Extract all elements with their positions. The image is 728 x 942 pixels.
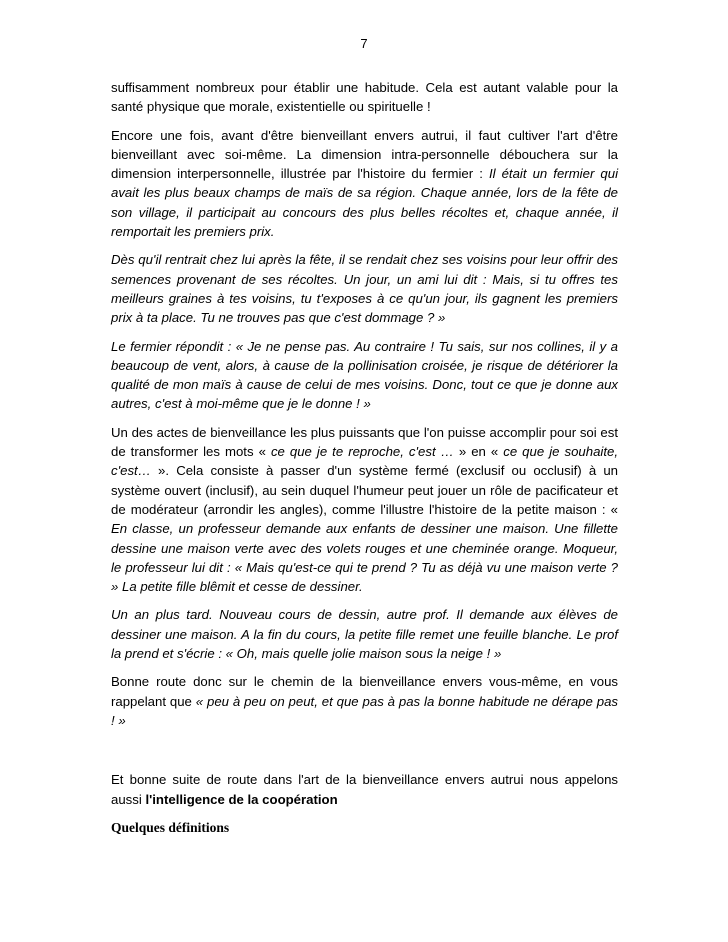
body-text: [111, 78, 618, 837]
paragraph-little-house-part2: » en «: [453, 444, 504, 460]
paragraph-farmer-seeds-text: Dès qu'il rentrait chez lui après la fête, il se rendait chez ses voisins pour leur offrir des semences provenant de ses récoltes. Un jour, un ami lui dit : Mais, si tu offres tes meilleurs graines à tes voisins, tu t'exposes à ce qu'un jour, ils gagnent les premiers prix à ta place. Tu ne trouves pas que c'est dommage ? »: [111, 252, 618, 326]
paragraph-farmer-intro: [111, 126, 618, 242]
paragraph-habit: [111, 78, 618, 117]
paragraph-farmer-seeds: [111, 250, 618, 327]
paragraph-cooperation: [111, 770, 618, 809]
paragraph-little-house-story: En classe, un professeur demande aux enfants de dessiner une maison. Une fillette dessine une maison verte avec des volets rouges et une cheminée orange. Moqueur, le professeur lui dit : « Mais qu'est-ce qui te prend ? Tu as déjà vu une maison verte ? » La petite fille blêmit et cesse de dessiner.: [111, 521, 618, 595]
paragraph-little-house-part3: ». Cela consiste à passer d'un système fermé (exclusif ou occlusif) à un système ouvert (inclusif), au sein duquel l'humeur peut jouer un rôle de pacificateur et de modérateur (arrondir les angles), comme l'illustre l'histoire de la petite maison : «: [111, 463, 618, 517]
paragraph-farmer-answer-text: Le fermier répondit : « Je ne pense pas. Au contraire ! Tu sais, sur nos collines, il y a beaucoup de vent, alors, à cause de la pollinisation croisée, je risque de détériorer la qualité de mon maïs à cause de celui de mes voisins. Donc, tout ce que je donne aux autres, c'est à moi-même que je le donne ! »: [111, 338, 618, 412]
paragraph-good-road-text: Bonne route donc sur le chemin de la bienveillance envers vous-même, en vous rappelant que: [111, 674, 618, 709]
page-number: 7: [360, 36, 368, 51]
paragraph-habit-text: suffisamment nombreux pour établir une habitude. Cela est autant valable pour la santé physique que morale, existentielle ou spirituelle !: [111, 80, 618, 115]
paragraph-farmer-intro-text: Encore une fois, avant d'être bienveillant envers autrui, il faut cultiver l'art d'être bienveillant avec soi-même. La dimension intra-personnelle débouchera sur la dimension interpersonnelle, illustrée par l'histoire du fermier :: [111, 127, 618, 182]
paragraph-good-road-quote: « peu à peu on peut, et que pas à pas la bonne habitude ne dérape pas ! »: [111, 693, 618, 728]
paragraph-little-house-quote1: ce que je te reproche, c'est …: [270, 444, 454, 460]
section-heading-definitions: Quelques définitions: [111, 819, 230, 835]
paragraph-little-house: [111, 423, 618, 597]
paragraph-good-road: [111, 672, 618, 730]
paragraph-little-house-part1: Un des actes de bienveillance les plus puissants que l'on puisse accomplir pour soi est de transformer les mots «: [111, 424, 618, 460]
paragraph-cooperation-text: Et bonne suite de route dans l'art de la bienveillance envers autrui nous appelons aussi: [111, 772, 618, 807]
paragraph-cooperation-bold: l'intelligence de la coopération: [145, 791, 338, 807]
paragraph-farmer-answer: [111, 337, 618, 414]
paragraph-one-year-later: [111, 605, 618, 663]
paragraph-farmer-intro-story: Il était un fermier qui avait les plus beaux champs de maïs de sa région. Chaque année, lors de la fête de son village, il participait au concours des plus belles récoltes et, chaque année, il remportait les premiers prix.: [111, 166, 618, 240]
paragraph-little-house-quote2: ce que je souhaite, c'est…: [111, 444, 618, 479]
paragraph-one-year-later-text: Un an plus tard. Nouveau cours de dessin, autre prof. Il demande aux élèves de dessiner une maison. A la fin du cours, la petite fille remet une feuille blanche. Le prof la prend et s'écrie : « Oh, mais quelle jolie maison sous la neige ! »: [111, 607, 618, 662]
